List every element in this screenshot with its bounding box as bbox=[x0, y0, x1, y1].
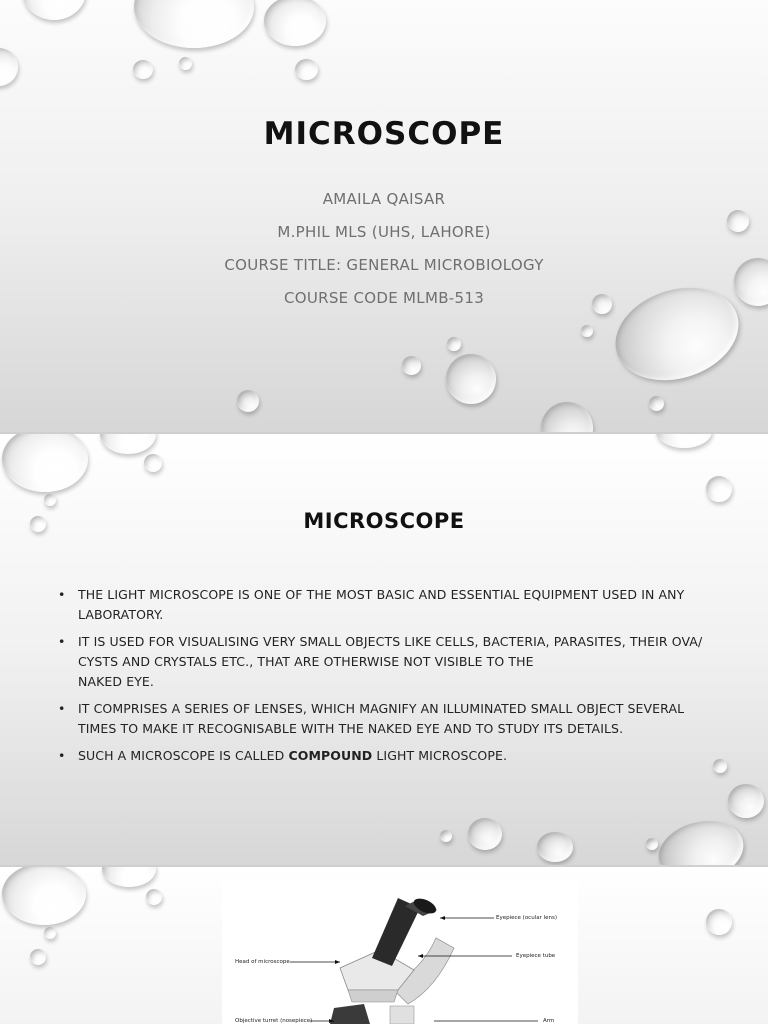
bullet-marker: • bbox=[58, 634, 66, 649]
bullet-text: SUCH A MICROSCOPE IS CALLED bbox=[78, 748, 289, 763]
water-drop bbox=[22, 0, 86, 20]
label-eyepiece: Eyepiece (ocular lens) bbox=[496, 915, 558, 921]
water-drop bbox=[706, 476, 732, 502]
bullet-marker: • bbox=[58, 587, 66, 602]
water-drop bbox=[44, 494, 56, 506]
microscope-illustration bbox=[222, 878, 578, 1024]
water-drop bbox=[446, 354, 496, 404]
water-drop bbox=[179, 57, 192, 70]
water-drop bbox=[2, 867, 86, 925]
list-item bbox=[58, 585, 708, 625]
label-turret: Objective turret (nosepiece) bbox=[235, 1018, 313, 1024]
water-drop bbox=[2, 434, 88, 492]
bullet-marker: • bbox=[58, 701, 66, 716]
water-drop bbox=[728, 784, 764, 818]
bullet-text-continued: NAKED EYE. bbox=[78, 674, 154, 689]
water-drop bbox=[656, 434, 712, 448]
water-drop bbox=[652, 812, 749, 865]
water-drop bbox=[144, 454, 162, 472]
water-drop bbox=[30, 949, 46, 965]
label-eyepiece-tube: Eyepiece tube bbox=[516, 953, 556, 959]
water-drop bbox=[134, 0, 254, 48]
water-drop bbox=[102, 867, 156, 887]
list-item bbox=[58, 699, 708, 739]
author-name: AMAILA QAISAR bbox=[322, 190, 446, 208]
water-drop bbox=[468, 818, 502, 850]
water-drop bbox=[133, 60, 153, 79]
presentation-title: MICROSCOPE bbox=[263, 116, 505, 152]
bullet-marker: • bbox=[58, 748, 66, 763]
water-drop bbox=[237, 390, 259, 412]
water-drop bbox=[0, 48, 18, 86]
water-drop bbox=[646, 838, 658, 850]
water-drop bbox=[146, 889, 162, 905]
bullet-emphasis: COMPOUND bbox=[288, 748, 373, 763]
list-item bbox=[58, 746, 708, 766]
water-drop bbox=[649, 396, 664, 411]
water-drop bbox=[541, 402, 593, 432]
water-drop bbox=[706, 909, 732, 935]
microscope-diagram bbox=[222, 878, 578, 1024]
bullet-text: IT COMPRISES A SERIES OF LENSES, WHICH MAGNIFY AN ILLUMINATED SMALL OBJECT SEVERAL TIMES TO MAKE IT RECOGNISABLE WITH THE NAKED EYE AND TO STUDY ITS DETAILS. bbox=[78, 701, 685, 736]
water-drop bbox=[100, 434, 156, 454]
course-title: COURSE TITLE: GENERAL MICROBIOLOGY bbox=[224, 256, 544, 274]
bullet-text-end: LIGHT MICROSCOPE. bbox=[372, 748, 508, 763]
water-drop bbox=[44, 927, 56, 939]
bullet-text: IT IS USED FOR VISUALISING VERY SMALL OBJECTS LIKE CELLS, BACTERIA, PARASITES, THEIR OVA/ CYSTS AND CRYSTALS ETC., THAT ARE OTHERWISE NOT VISIBLE TO THE bbox=[78, 634, 703, 669]
water-drop bbox=[537, 832, 573, 862]
water-drop bbox=[264, 0, 326, 46]
bullet-list bbox=[58, 585, 708, 773]
author-degree: M.PHIL MLS (UHS, LAHORE) bbox=[277, 223, 491, 241]
course-code: COURSE CODE MLMB-513 bbox=[283, 289, 485, 307]
water-drop bbox=[581, 325, 593, 337]
bullet-text: THE LIGHT MICROSCOPE IS ONE OF THE MOST BASIC AND ESSENTIAL EQUIPMENT USED IN ANY LABORATORY. bbox=[78, 587, 685, 622]
label-arm: Arm bbox=[543, 1018, 555, 1024]
list-item bbox=[58, 632, 708, 692]
water-drop bbox=[402, 356, 421, 375]
slide-title: MICROSCOPE bbox=[303, 509, 465, 533]
title-slide bbox=[0, 0, 768, 432]
label-head: Head of microscope bbox=[235, 959, 290, 965]
water-drop bbox=[440, 830, 452, 842]
water-drop bbox=[447, 337, 461, 351]
water-drop bbox=[295, 59, 318, 80]
water-drop bbox=[713, 759, 727, 773]
